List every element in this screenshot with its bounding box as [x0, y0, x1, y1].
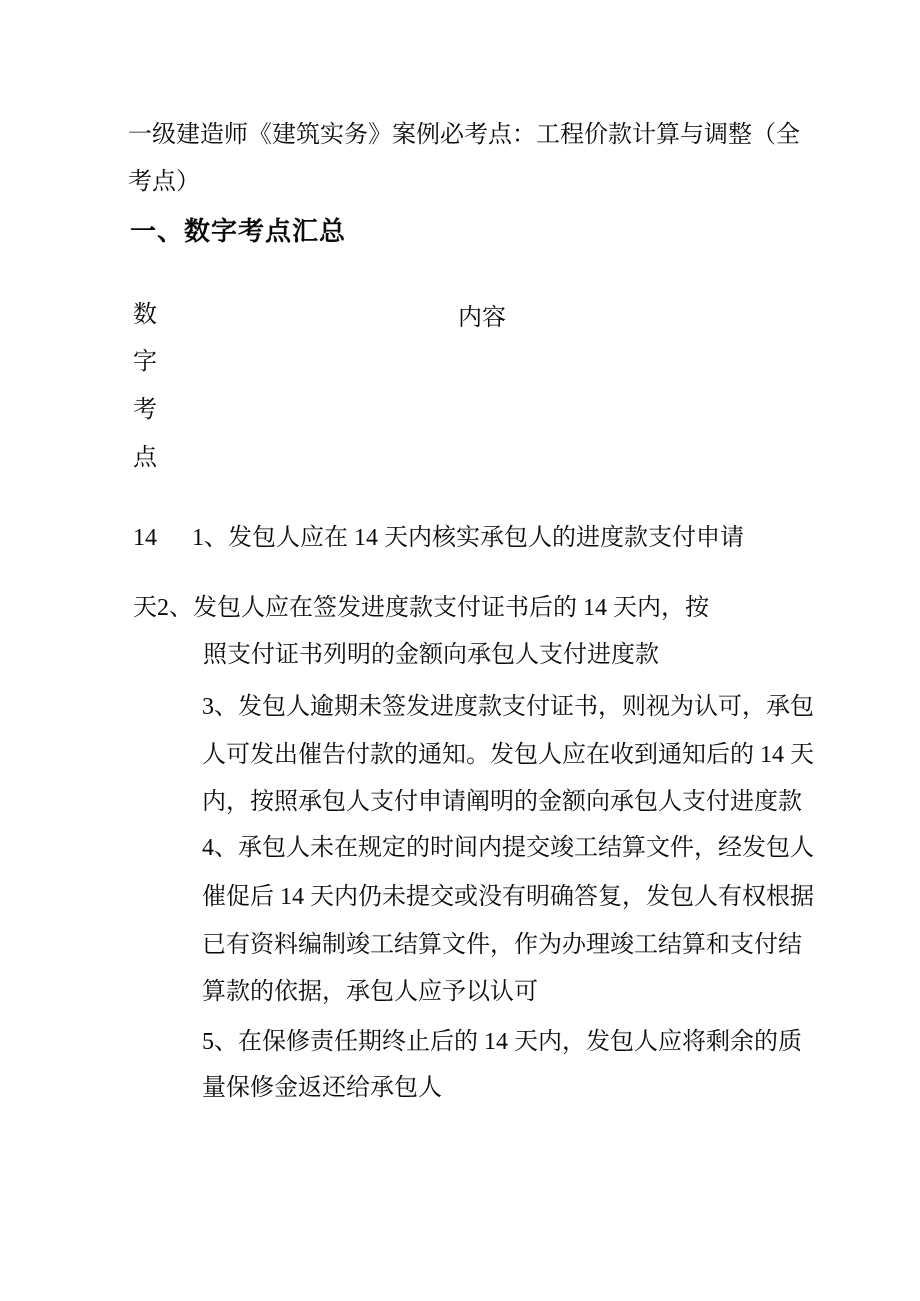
content-line: 内，按照承包人支付申请阐明的金额向承包人支付进度款 — [202, 789, 802, 815]
content-line: 已有资料编制竣工结算文件，作为办理竣工结算和支付结 — [202, 932, 802, 958]
content-line: 算款的依据，承包人应予以认可 — [202, 979, 538, 1005]
table-col1-header-char-3: 考 — [133, 397, 157, 423]
table-col1-header-char-1: 数 — [133, 302, 157, 328]
document-title-line-2: 考点） — [128, 169, 200, 195]
table-col1-header-char-4: 点 — [133, 445, 157, 471]
content-line: 4、承包人未在规定的时间内提交竣工结算文件，经发包人 — [202, 835, 814, 861]
content-line: 2、发包人应在签发进度款支付证书后的 14 天内，按 — [157, 595, 709, 621]
content-line: 3、发包人逾期未签发进度款支付证书，则视为认可，承包 — [202, 694, 814, 720]
table-col1-header-char-2: 字 — [133, 349, 157, 375]
section-heading: 一、数字考点汇总 — [130, 216, 347, 246]
table-row-keyword-line-1: 14 — [133, 525, 157, 551]
content-line: 5、在保修责任期终止后的 14 天内，发包人应将剩余的质 — [202, 1029, 802, 1055]
table-col2-header: 内容 — [458, 305, 506, 331]
content-line: 量保修金返还给承包人 — [202, 1075, 442, 1101]
table-row-keyword-line-2: 天 — [133, 595, 157, 621]
content-line: 人可发出催告付款的通知。发包人应在收到通知后的 14 天 — [202, 742, 814, 768]
document-title-line-1: 一级建造师《建筑实务》案例必考点：工程价款计算与调整（全 — [128, 122, 800, 148]
content-line: 催促后 14 天内仍未提交或没有明确答复，发包人有权根据 — [202, 884, 814, 910]
content-line: 照支付证书列明的金额向承包人支付进度款 — [203, 642, 659, 668]
content-line: 1、发包人应在 14 天内核实承包人的进度款支付申请 — [192, 525, 744, 551]
